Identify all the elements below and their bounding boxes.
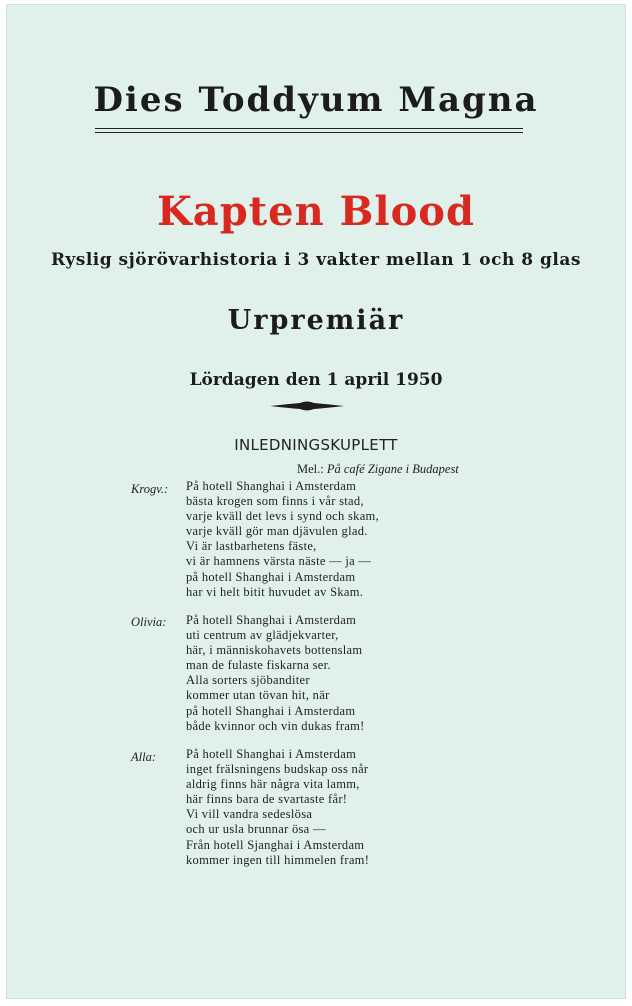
melody-tune: På café Zigane i Budapest [326,462,459,476]
verse-line: Vi vill vandra sedeslösa [186,807,313,822]
stanza-lines [186,613,365,734]
premiere-date: Lördagen den 1 april 1950 [189,370,443,390]
verse-line: uti centrum av glädjekvarter, [186,628,339,643]
verse-line: både kvinnor och vin dukas fram! [186,718,365,733]
masthead-title: Dies Toddyum Magna [93,80,539,120]
stanza-lines [186,479,379,600]
verse-line: Vi är lastbarhetens fäste, [186,539,317,554]
verse-line: aldrig finns här några vita lamm, [186,777,360,792]
stanza-speaker: Alla: [131,750,156,764]
verse-line: På hotell Shanghai i Amsterdam [186,479,357,493]
melody-label: Mel.: [297,462,324,476]
verse-line: varje kväll gör man djävulen glad. [186,524,368,539]
stanza-lines [186,747,369,868]
verse-line: och ur usla brunnar ösa — [186,822,326,837]
verse-line: kommer utan tövan hit, när [186,688,330,703]
play-title: Kapten Blood [157,188,475,235]
play-subtitle: Ryslig sjörövarhistoria i 3 vakter mellan 1 och 8 glas [51,250,581,270]
verse-line: Från hotell Sjanghai i Amsterdam [186,837,365,852]
verse-line: på hotell Shanghai i Amsterdam [186,569,356,584]
verse-line: Alla sorters sjöbanditer [186,673,310,688]
verse-line: man de fulaste fiskarna ser. [186,658,331,673]
melody-note [297,462,459,477]
verse-line: varje kväll det levs i synd och skam, [186,509,380,524]
stanza-speaker: Olivia: [131,615,167,629]
verse-line: bästa krogen som finns i vår stad, [186,494,364,509]
song-heading: INLEDNINGSKUPLETT [234,436,398,454]
verse-line: vi är hamnens värsta näste — ja — [186,554,372,569]
verse-line: har vi helt bitit huvudet av Skam. [186,584,364,599]
ornament-divider-icon [270,398,344,414]
premiere-label: Urpremiär [227,305,405,336]
masthead-rule-bottom [95,132,523,133]
stanza-speaker: Krogv.: [131,482,169,496]
verse-line: här finns bara de svartaste får! [186,792,348,807]
verse-line: På hotell Shanghai i Amsterdam [186,747,357,761]
masthead-rule-top [95,128,523,129]
verse-line: här, i människohavets bottenslam [186,643,363,658]
verse-line: kommer ingen till himmelen fram! [186,852,370,867]
verse-line: På hotell Shanghai i Amsterdam [186,613,357,627]
verse-line: inget frälsningens budskap oss når [186,762,369,777]
verse-line: på hotell Shanghai i Amsterdam [186,703,356,718]
